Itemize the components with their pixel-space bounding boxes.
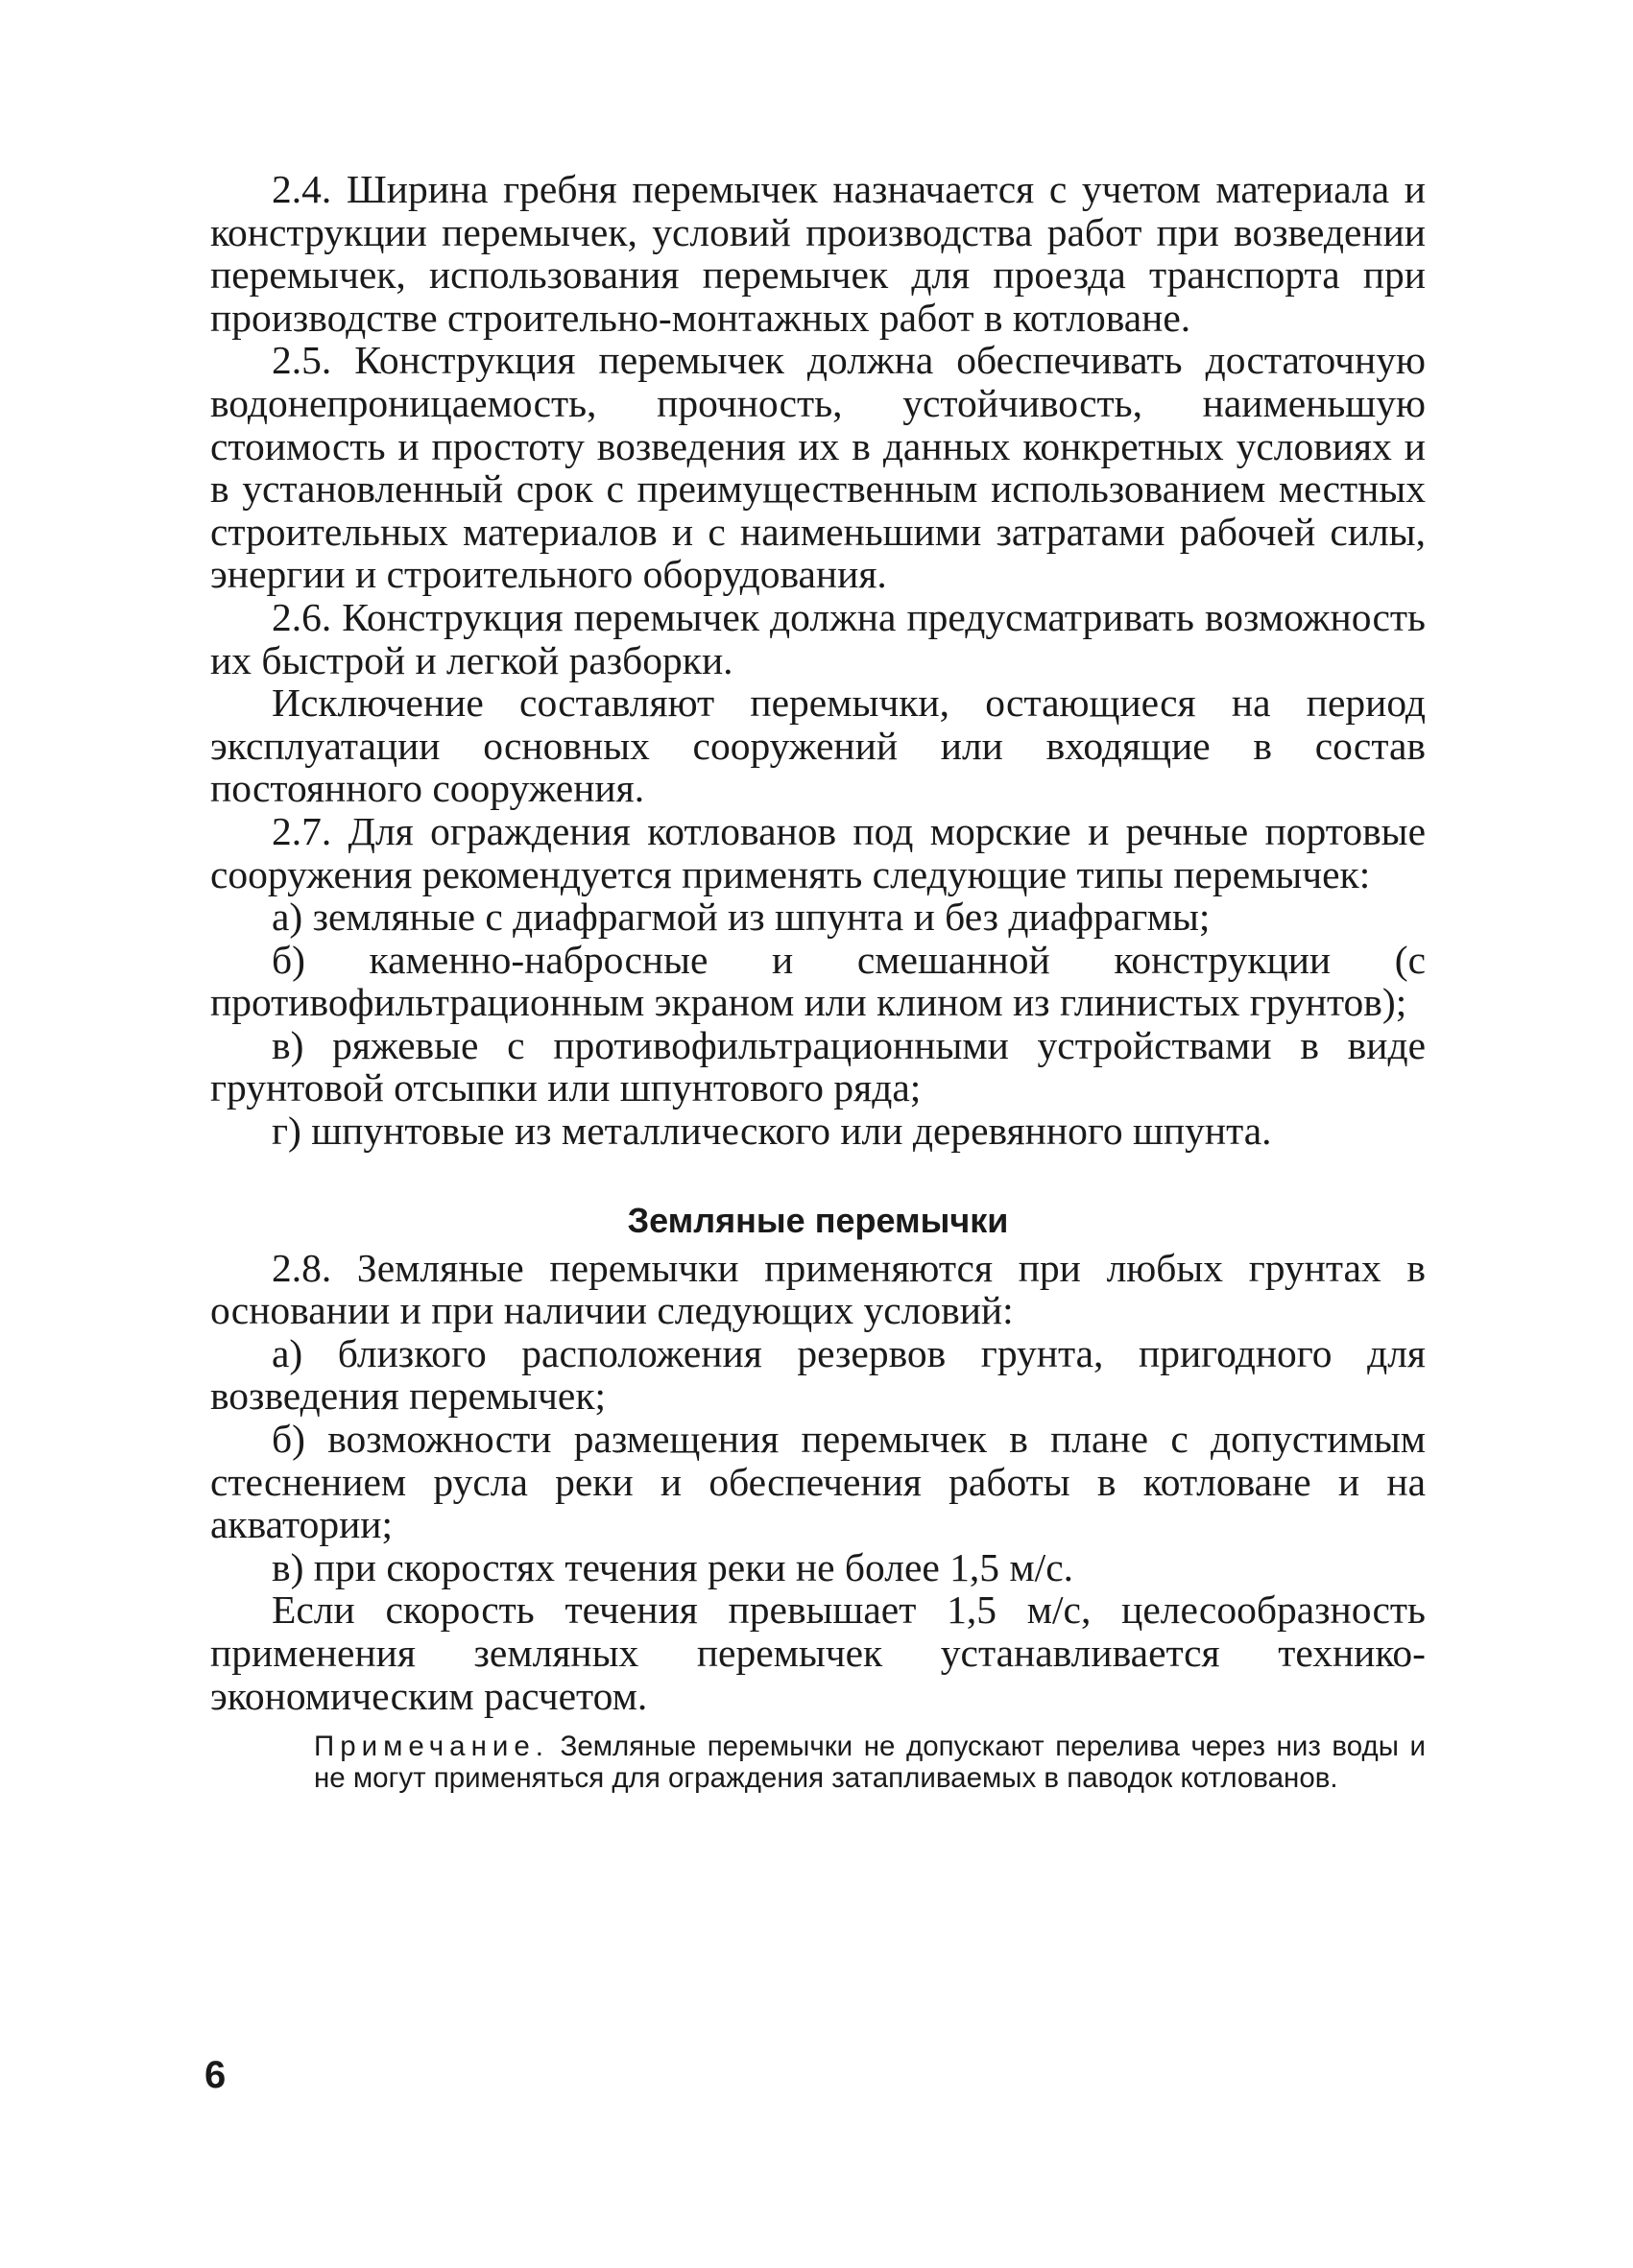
section-heading: Земляные перемычки: [627, 1200, 1009, 1240]
list-item-2-7-g: г) шпунтовые из металлического или деревянного шпунта.: [272, 1109, 1272, 1154]
note: [314, 1731, 1426, 1794]
note-text: Земляные перемычки не допускают перелива через низ воды и не могут применяться для ограждения затапливаемых в паводок котлованов.: [314, 1731, 1426, 1795]
list-item-2-8-v: в) при скоростях течения реки не более 1,5 м/с.: [272, 1544, 1074, 1589]
list-item-2-7-b: б) каменно-набросные и смешанной конструкции (с противофильтрационным экраном или клином из глинистых грунтов);: [210, 937, 1426, 1025]
list-item-2-8-a: а) близкого расположения резервов грунта, пригодного для возведения перемычек;: [210, 1330, 1426, 1419]
page-number: 6: [204, 2054, 227, 2096]
list-item-2-8-b: б) возможности размещения перемычек в плане с допустимым стеснением русла реки и обеспечения работы в котловане и на акватории;: [210, 1417, 1426, 1547]
paragraph-2-5: 2.5. Конструкция перемычек должна обеспечивать достаточную водонепроницаемость, прочность, устойчивость, наименьшую стоимость и простоту возведения их в данных конкретных условиях и в установленный срок с преимущественным использованием местных строительных материалов и с наименьшими затратами рабочей силы, энергии и строительного оборудования.: [210, 338, 1426, 597]
paragraph-2-8-after: Если скорость течения превышает 1,5 м/с, целесообразность применения земляных перемычек устанавливается технико-экономическим расчетом.: [210, 1588, 1426, 1718]
paragraph-2-8: 2.8. Земляные перемычки применяются при любых грунтах в основании и при наличии следующих условий:: [210, 1245, 1426, 1333]
text-column: [210, 168, 1426, 1794]
paragraph-2-7: 2.7. Для ограждения котлованов под морские и речные портовые сооружения рекомендуется применять следующие типы перемычек:: [210, 808, 1426, 896]
paragraph-2-6-exception: Исключение составляют перемычки, остающиеся на период эксплуатации основных сооружений или входящие в состав постоянного сооружения.: [210, 680, 1426, 811]
list-item-2-7-a: а) земляные с диафрагмой из шпунта и без диафрагмы;: [272, 895, 1211, 940]
note-label: Примечание.: [314, 1731, 549, 1763]
paragraph-2-4: 2.4. Ширина гребня перемычек назначается с учетом материала и конструкции перемычек, условий производства работ при возведении перемычек, использования перемычек для проезда транспорта при производстве строительно-монтажных работ в котловане.: [210, 167, 1426, 340]
paragraph-2-6: 2.6. Конструкция перемычек должна предусматривать возможность их быстрой и легкой разборки.: [210, 594, 1426, 682]
list-item-2-7-v: в) ряжевые с противофильтрационными устройствами в виде грунтовой отсыпки или шпунтового ряда;: [210, 1022, 1426, 1110]
